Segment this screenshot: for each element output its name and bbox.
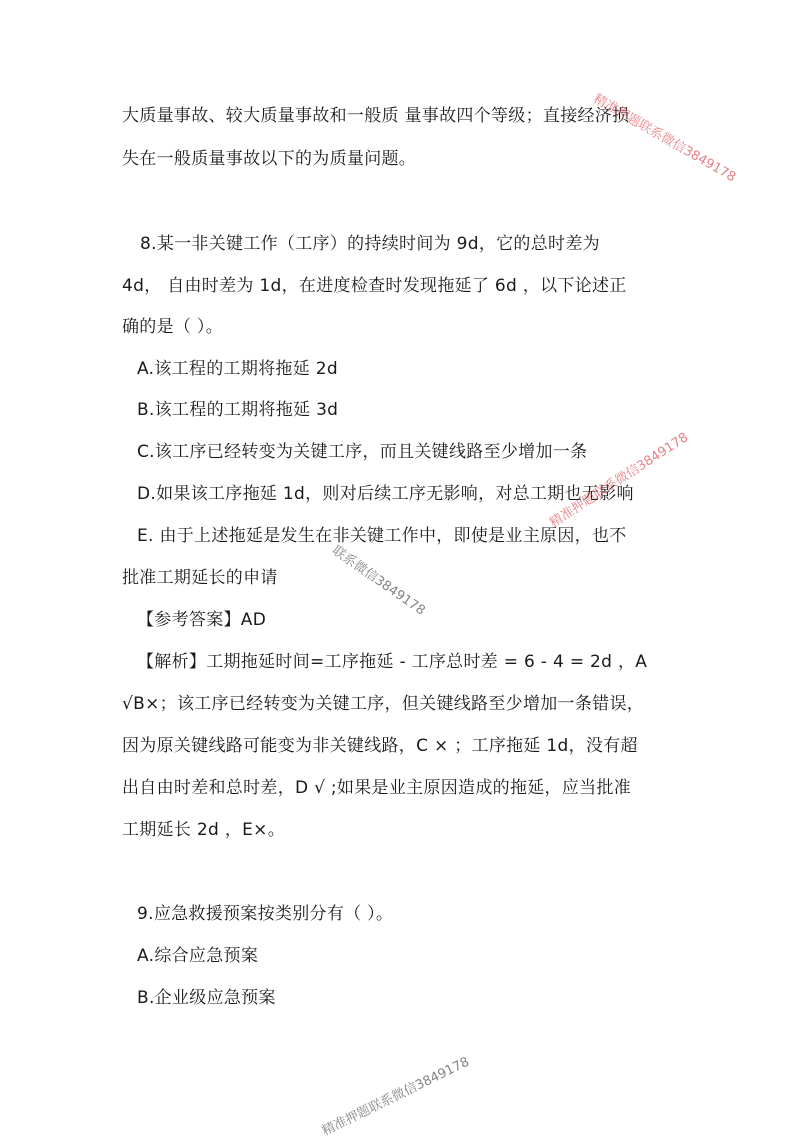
- question8-option-c: C.该工序已经转变为关键工序，而且关键线路至少增加一条: [137, 442, 588, 462]
- question9-option-a: A.综合应急预案: [137, 946, 259, 966]
- question8-option-b: B.该工程的工期将拖延 3d: [137, 400, 339, 420]
- question9-option-b: B.企业级应急预案: [137, 988, 276, 1008]
- question8-answer: 【参考答案】AD: [137, 610, 267, 630]
- question8-analysis-line-4: 出自由时差和总时差，D √ ;如果是业主原因造成的拖延，应当批准: [122, 778, 632, 798]
- question9-stem: 9.应急救援预案按类别分有（ ）。: [137, 904, 394, 924]
- watermark-middle-center: 联系微信3849178: [329, 543, 428, 619]
- watermark-top-right: 精准押题联系微信3849178: [590, 91, 739, 186]
- question8-analysis-line-2: √B×；该工序已经转变为关键工序，但关键线路至少增加一条错误，: [122, 694, 645, 714]
- question8-option-e-cont: 批准工期延长的申请: [122, 568, 278, 588]
- intro-line-2: 失在一般质量事故以下的为质量问题。: [122, 149, 417, 169]
- question8-analysis-line-1: 【解析】工期拖延时间=工序拖延 - 工序总时差 = 6 - 4 = 2d ，A: [137, 652, 648, 672]
- question8-analysis-line-3: 因为原关键线路可能变为非关键线路，C × ；工序拖延 1d，没有超: [122, 736, 638, 756]
- question8-stem-line-3: 确的是（ ）。: [122, 317, 224, 337]
- question8-analysis-line-5: 工期延长 2d ，E×。: [122, 820, 285, 840]
- question8-option-a: A.该工程的工期将拖延 2d: [137, 359, 338, 379]
- question8-stem-line-2: 4d， 自由时差为 1d，在进度检查时发现拖延了 6d ，以下论述正: [122, 276, 627, 296]
- question8-option-d: D.如果该工序拖延 1d，则对后续工序无影响，对总工期也无影响: [137, 484, 634, 504]
- question8-stem-line-1: 8.某一非关键工作（工序）的持续时间为 9d，它的总时差为: [140, 234, 600, 254]
- question8-option-e: E. 由于上述拖延是发生在非关键工作中，即使是业主原因，也不: [137, 526, 627, 546]
- watermark-bottom: 精准押题联系微信3849178: [319, 1054, 472, 1139]
- intro-line-1: 大质量事故、较大质量事故和一般质 量事故四个等级；直接经济损: [122, 106, 630, 126]
- watermark-middle-right: 精准押题联系微信3849178: [547, 430, 692, 531]
